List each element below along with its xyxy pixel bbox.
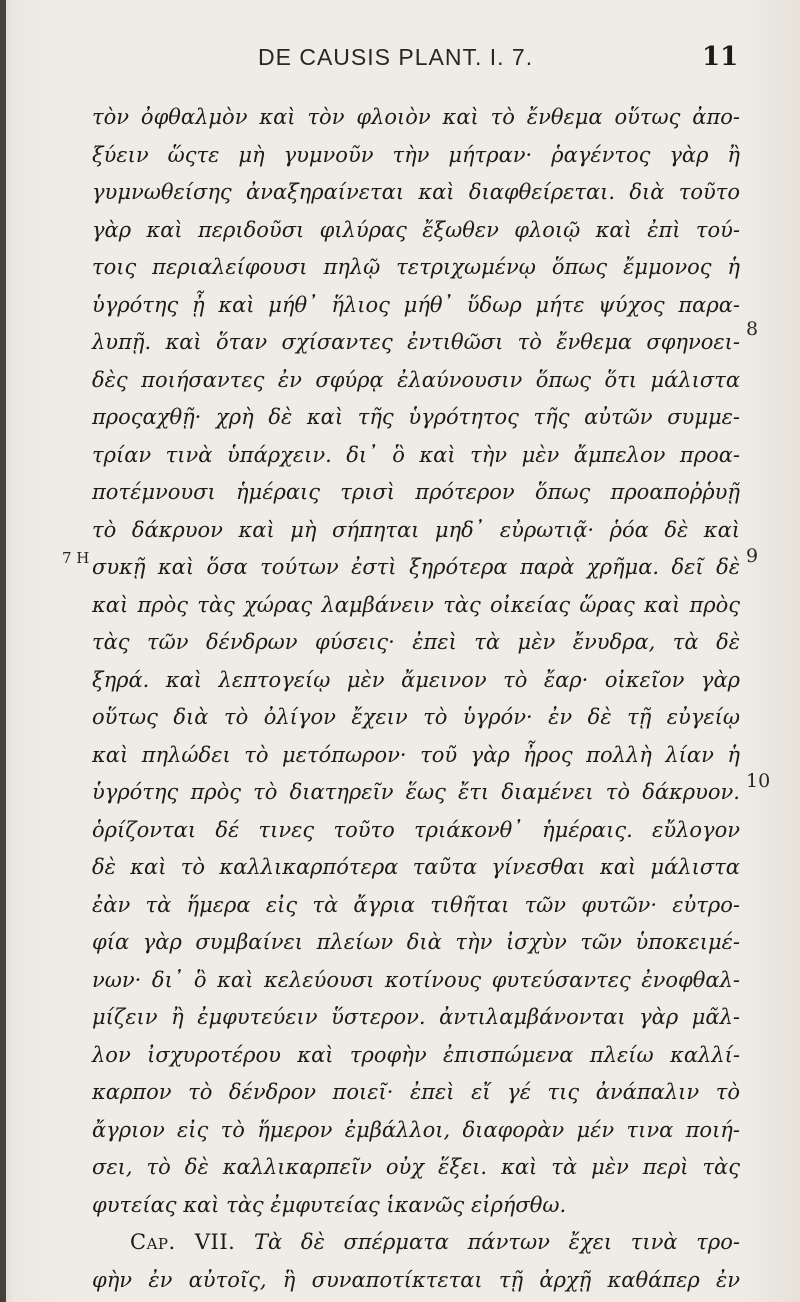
text-line: καρπον τὸ δένδρον ποιεῖ· ἐπεὶ εἴ γέ τις ἀνάπαλιν τὸ [92,1080,740,1104]
chapter-label: Cap. VII. [130,1230,236,1254]
text-line: ὁρίζονται δέ τινες τοῦτο τριάκονθ᾽ ἡμέραις. εὔλογον [92,817,740,842]
margin-section-number: 9 [746,545,759,567]
text-line: λον ἰσχυροτέρου καὶ τροφὴν ἐπισπώμενα πλείω καλλί- [92,1042,740,1067]
page-header [0,44,800,80]
text-line: τὰς τῶν δένδρων φύσεις· ἐπεὶ τὰ μὲν ἔνυδρα, τὰ δὲ [92,630,740,654]
text-line: φία γὰρ συμβαίνει πλείων διὰ τὴν ἰσχὺν τῶν ὑποκειμέ- [92,930,740,954]
text-line: ποτέμνουσι ἡμέραις τρισὶ πρότερον ὅπως προαποῤῥυῇ [92,480,740,504]
page-number: 11 [702,42,739,72]
text-line: σει, τὸ δὲ καλλικαρπεῖν οὐχ ἕξει. καὶ τὰ μὲν περὶ τὰς [92,1155,740,1179]
text-line: ὑγρότης ᾖ καὶ μήθ᾽ ἥλιος μήθ᾽ ὕδωρ μήτε ψύχος παρα- [92,292,740,317]
chapter-text: Τὰ δὲ σπέρματα πάντων ἔχει τινὰ τρο- [254,1230,740,1254]
text-line: ξύειν ὥςτε μὴ γυμνοῦν τὴν μήτραν· ῥαγέντος γὰρ ἢ [92,142,740,167]
book-spine-shadow [0,0,6,1302]
text-line: φὴν ἐν αὐτοῖς, ἣ συναποτίκτεται τῇ ἀρχῇ καθάπερ ἐν [92,1267,740,1292]
text-line: καὶ πηλώδει τὸ μετόπωρον· τοῦ γὰρ ἦρος πολλὴ λίαν ἡ [92,742,740,767]
text-line: τοις περιαλείφουσι πηλῷ τετριχωμένῳ ὅπως ἔμμονος ἡ [92,255,740,279]
chapter-start-line [92,1224,740,1262]
text-line: ἐὰν τὰ ἥμερα εἰς τὰ ἄγρια τιθῆται τῶν φυτῶν· εὐτρο- [92,892,740,917]
text-line: ὑγρότης πρὸς τὸ διατηρεῖν ἕως ἔτι διαμένει τὸ δάκρυον. [92,780,740,804]
text-line: δὲς ποιήσαντες ἐν σφύρᾳ ἐλαύνουσιν ὅπως ὅτι μάλιστα [92,367,740,392]
text-line: μίζειν ἢ ἐμφυτεύειν ὕστερον. ἀντιλαμβάνονται γὰρ μᾶλ- [92,1005,740,1029]
margin-edition-marker: 7 H [62,549,90,567]
text-line: καὶ πρὸς τὰς χώρας λαμβάνειν τὰς οἰκείας ὥρας καὶ πρὸς [92,592,740,617]
text-line: τὸν ὀφθαλμὸν καὶ τὸν φλοιὸν καὶ τὸ ἔνθεμα οὕτως ἀπο- [92,105,740,129]
text-line: τὸ δάκρυον καὶ μὴ σήπηται μηδ᾽ εὐρωτιᾷ· ῥόα δὲ καὶ [92,517,740,542]
text-line: νων· δι᾽ ὃ καὶ κελεύουσι κοτίνους φυτεύσαντες ἐνοφθαλ- [92,967,740,992]
running-title: DE CAUSIS PLANT. I. 7. [258,44,534,70]
text-line: ξηρά. καὶ λεπτογείῳ μὲν ἄμεινον τὸ ἔαρ· οἰκεῖον γὰρ [92,667,740,692]
text-line: δὲ καὶ τὸ καλλικαρπότερα ταῦτα γίνεσθαι καὶ μάλιστα [92,855,740,879]
text-line: γυμνωθείσης ἀναξηραίνεται καὶ διαφθείρεται. διὰ τοῦτο [92,180,740,204]
margin-section-number: 8 [746,318,759,340]
text-line: τρίαν τινὰ ὑπάρχειν. δι᾽ ὃ καὶ τὴν μὲν ἄμπελον προα- [92,442,740,467]
text-line: φυτείας καὶ τὰς ἐμφυτείας ἱκανῶς εἰρήσθω. [92,1192,567,1217]
margin-section-number: 10 [746,770,771,792]
text-line: συκῇ καὶ ὅσα τούτων ἐστὶ ξηρότερα παρὰ χρῆμα. δεῖ δὲ [92,555,740,579]
text-line: προςαχθῇ· χρὴ δὲ καὶ τῆς ὑγρότητος τῆς αὐτῶν συμμε- [92,405,740,429]
text-line: ἄγριον εἰς τὸ ἥμερον ἐμβάλλοι, διαφορὰν μέν τινα ποιή- [92,1117,740,1142]
text-line: γὰρ καὶ περιδοῦσι φιλύρας ἔξωθεν φλοιῷ καὶ ἐπὶ τού- [92,217,740,242]
text-line: οὕτως διὰ τὸ ὀλίγον ἔχειν τὸ ὑγρόν· ἐν δὲ τῇ εὐγείῳ [92,705,740,729]
text-line: λυπῇ. καὶ ὅταν σχίσαντες ἐντιθῶσι τὸ ἔνθεμα σφηνοει- [92,330,740,354]
main-text-block [92,99,740,1299]
